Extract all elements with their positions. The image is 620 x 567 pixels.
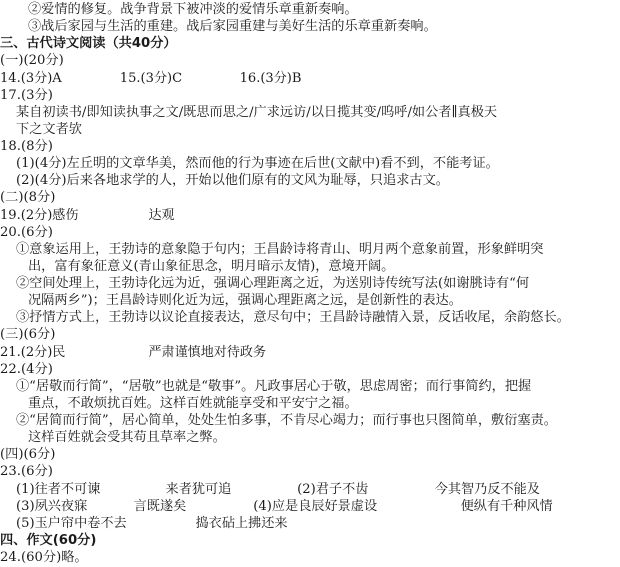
- answer-line: 下之文者欤: [16, 121, 82, 137]
- answer-q19-a: 19.(2分)感伤: [0, 207, 79, 223]
- answer-line: (2)(4分)后来各地求学的人，开始以他们原有的文风为耻辱，只追求古文。: [16, 173, 449, 189]
- answer-q23-2b: 今其智乃反不能及: [434, 481, 540, 497]
- subsection-heading: (一)(20分): [0, 53, 64, 69]
- answer-line: ①意象运用上，王勃诗的意象隐于句内；王昌龄诗将青山、明月两个意象前置，形象鲜明突: [16, 241, 544, 257]
- answer-line: ②爱情的修复。战争背景下被冲淡的爱情乐章重新奏响。: [28, 2, 358, 17]
- answer-line: ③抒情方式上，王勃诗以议论直接表达，意尽句中；王昌龄诗融情入景，反话收尾，余韵悠长。: [16, 310, 570, 326]
- answer-q23-3b: 言既遂矣: [133, 498, 187, 514]
- question-number: 18.(8分): [0, 139, 53, 154]
- answer-row-q19: [0, 206, 614, 225]
- answer-q14: 14.(3分)A: [0, 70, 62, 86]
- answer-q15: 15.(3分)C: [119, 70, 183, 86]
- section-heading: 四、作文(60分): [0, 532, 97, 548]
- question-number: 22.(4分): [0, 361, 53, 377]
- answer-q21-b: 严肃谨慎地对待政务: [148, 344, 267, 360]
- subsection-heading: (三)(6分): [0, 327, 56, 343]
- answer-q23-5b: 捣衣砧上拂还来: [195, 515, 288, 531]
- question-number: 24.(60分)略。: [0, 550, 88, 565]
- subsection-heading: (二)(8分): [0, 190, 56, 206]
- answer-q23-4a: (4)应是良辰好景虚设: [253, 498, 378, 514]
- answer-row-q23-2: [16, 497, 614, 516]
- section-heading: 三、古代诗文阅读（共40分）: [0, 36, 177, 52]
- question-number: 23.(6分): [0, 464, 53, 480]
- question-number: 17.(3分): [0, 87, 53, 103]
- answer-row-q21: [0, 343, 614, 362]
- subsection-heading: (四)(6分): [0, 447, 56, 463]
- answer-q23-1a: (1)往者不可谏: [16, 481, 101, 497]
- answer-line: 况隔两乡”)；王昌龄诗则化近为远，强调心理距离之远，是创新性的表达。: [28, 293, 462, 309]
- answer-row-q14-16: [0, 69, 614, 88]
- answer-line: ②“居简而行简”，居心简单，处处生怕多事，不肯尽心竭力；而行事也只图简单，敷衍塞责。: [16, 413, 557, 428]
- answer-line: 某自初读书/即知读执事之文/既思而思之/广求远访/以日揽其变/呜呼/如公者∥真极天: [16, 104, 498, 120]
- answer-line: 出，富有象征意义(青山象征思念，明月暗示友情)，意境开阔。: [28, 258, 395, 274]
- answer-line: 重点，不敢烦扰百姓。这样百姓就能享受和平安宁之福。: [28, 395, 358, 411]
- answer-q19-b: 达观: [148, 207, 175, 223]
- answer-line: ①“居敬而行简”，“居敬”也就是“敬事”。凡政事居心于敬，思虑周密；而行事简约，把握: [16, 378, 532, 394]
- answer-q16: 16.(3分)B: [239, 70, 302, 86]
- answer-line: (1)(4分)左丘明的文章华美，然而他的行为事迹在后世(文献中)看不到，不能考证。: [16, 156, 499, 172]
- answer-q23-3a: (3)夙兴夜寐: [16, 498, 88, 514]
- answer-line: ③战后家园与生活的重建。战后家园重建与美好生活的乐章重新奏响。: [28, 19, 437, 35]
- answer-q23-2a: (2)君子不齿: [297, 481, 369, 497]
- answer-q23-1b: 来者犹可追: [165, 481, 232, 497]
- answer-line: ②空间处理上，王勃诗化远为近，强调心理距离之近，为送别诗传统写法(如谢朓诗有“何: [16, 276, 530, 291]
- answer-q23-5a: (5)玉户帘中卷不去: [16, 515, 127, 531]
- answer-q21-a: 21.(2分)民: [0, 344, 66, 360]
- answer-line: 这样百姓就会受其苟且草率之弊。: [28, 430, 226, 446]
- answer-row-q23-3: [16, 514, 614, 533]
- answer-q23-4b: 便纵有千种风情: [460, 498, 553, 514]
- question-number: 20.(6分): [0, 224, 53, 240]
